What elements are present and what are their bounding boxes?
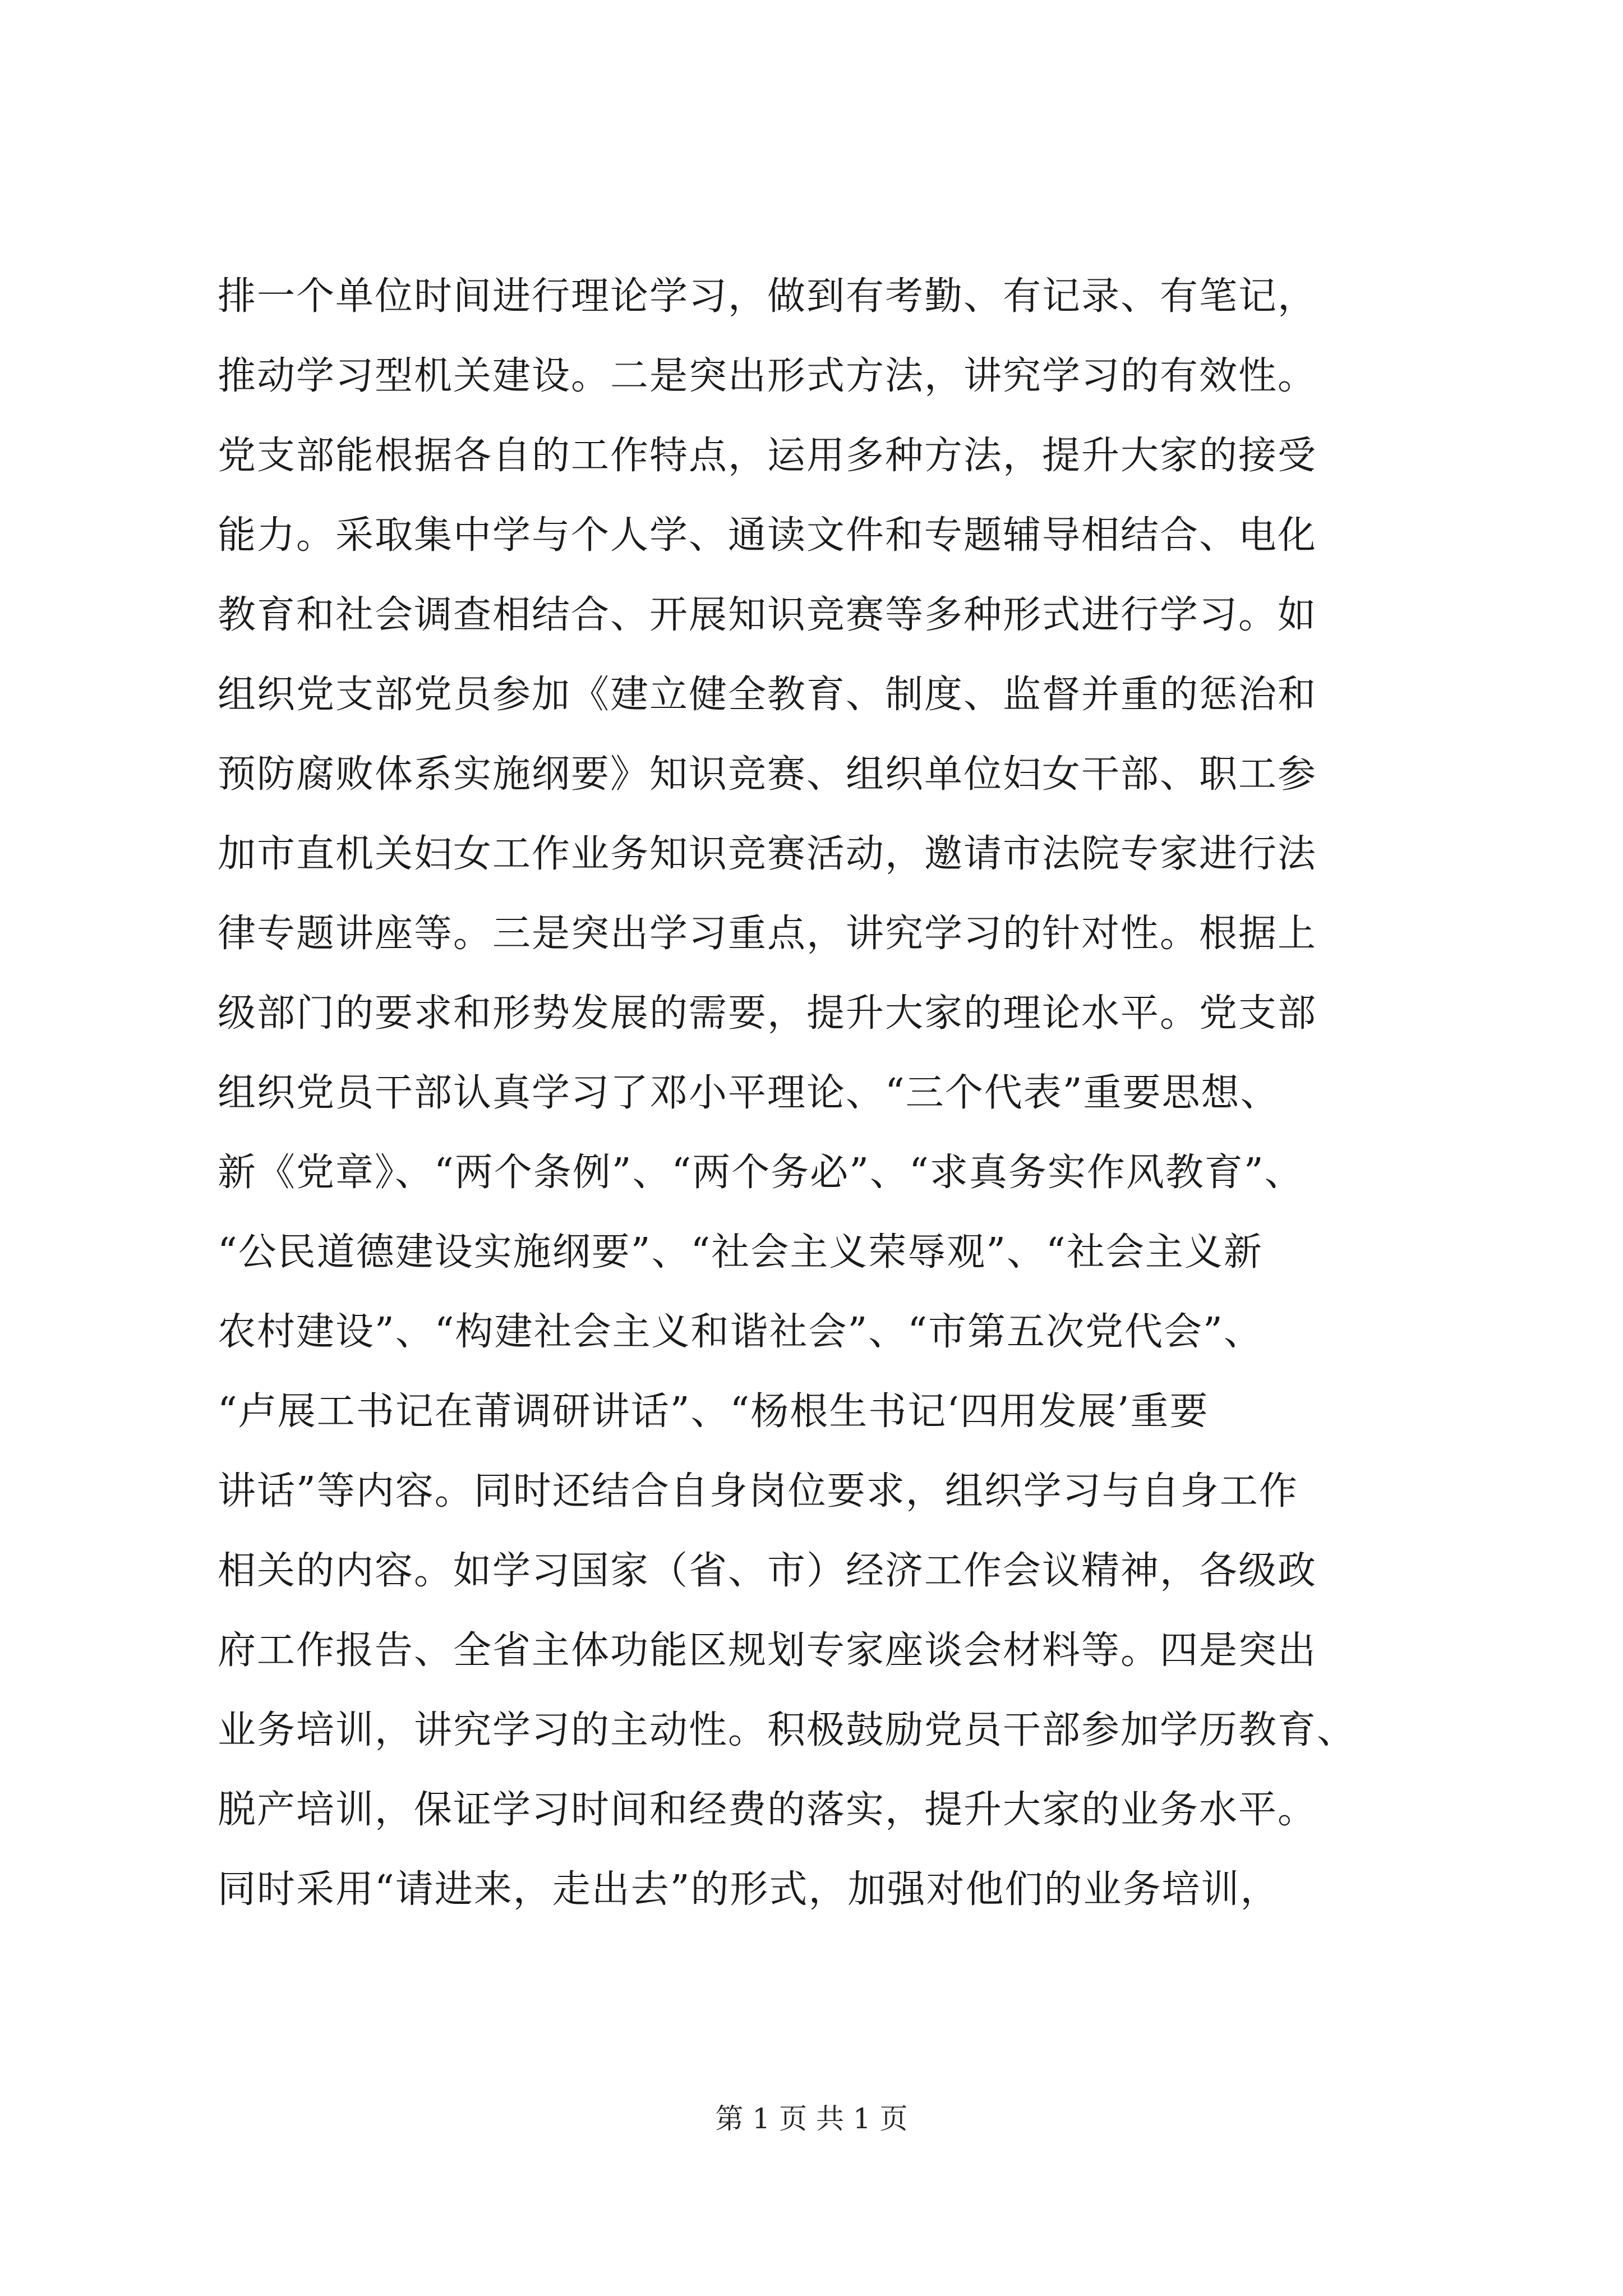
page-footer: 第 1 页 共 1 页 [715, 2102, 908, 2135]
text-line: 党支部能根据各自的工作特点，运用多种方法，提升大家的接受 [218, 434, 1317, 478]
text-line: 新《党章》、“两个条例”、“两个务必”、“求真务实作风教育”、 [218, 1151, 1304, 1195]
text-line: 律专题讲座等。三是突出学习重点，讲究学习的针对性。根据上 [218, 912, 1317, 956]
text-line: 推动学习型机关建设。二是突出形式方法，讲究学习的有效性。 [218, 354, 1317, 398]
text-line: 府工作报告、全省主体功能区规划专家座谈会材料等。四是突出 [218, 1628, 1317, 1673]
text-line: “公民道德建设实施纲要”、“社会主义荣辱观”、“社会主义新 [218, 1230, 1263, 1274]
text-line: “卢展工书记在莆调研讲话”、“杨根生书记‘四用发展’重要 [218, 1389, 1209, 1434]
text-line: 能力。采取集中学与个人学、通读文件和专题辅导相结合、电化 [218, 513, 1317, 558]
text-line: 排一个单位时间进行理论学习，做到有考勤、有记录、有笔记， [218, 274, 1317, 319]
text-line: 预防腐败体系实施纲要》知识竞赛、组织单位妇女干部、职工参 [218, 752, 1317, 797]
text-line: 同时采用“请进来，走出去”的形式，加强对他们的业务培训， [218, 1867, 1280, 1912]
text-line: 脱产培训，保证学习时间和经费的落实，提升大家的业务水平。 [218, 1788, 1317, 1832]
text-line: 教育和社会调查相结合、开展知识竞赛等多种形式进行学习。如 [218, 593, 1317, 637]
text-line: 组织党员干部认真学习了邓小平理论、“三个代表”重要思想、 [218, 1071, 1280, 1115]
text-line: 级部门的要求和形势发展的需要，提升大家的理论水平。党支部 [218, 991, 1317, 1036]
text-line: 业务培训，讲究学习的主动性。积极鼓励党员干部参加学历教育、 [218, 1708, 1357, 1752]
text-line: 组织党支部党员参加《建立健全教育、制度、监督并重的惩治和 [218, 673, 1317, 717]
text-line: 农村建设”、“构建社会主义和谐社会”、“市第五次党代会”、 [218, 1310, 1263, 1354]
body-text [218, 257, 1479, 1930]
text-line: 相关的内容。如学习国家（省、市）经济工作会议精神，各级政 [218, 1549, 1317, 1593]
text-line: 加市直机关妇女工作业务知识竞赛活动，邀请市法院专家进行法 [218, 832, 1317, 876]
text-line: 讲话”等内容。同时还结合自身岗位要求，组织学习与自身工作 [218, 1469, 1298, 1513]
